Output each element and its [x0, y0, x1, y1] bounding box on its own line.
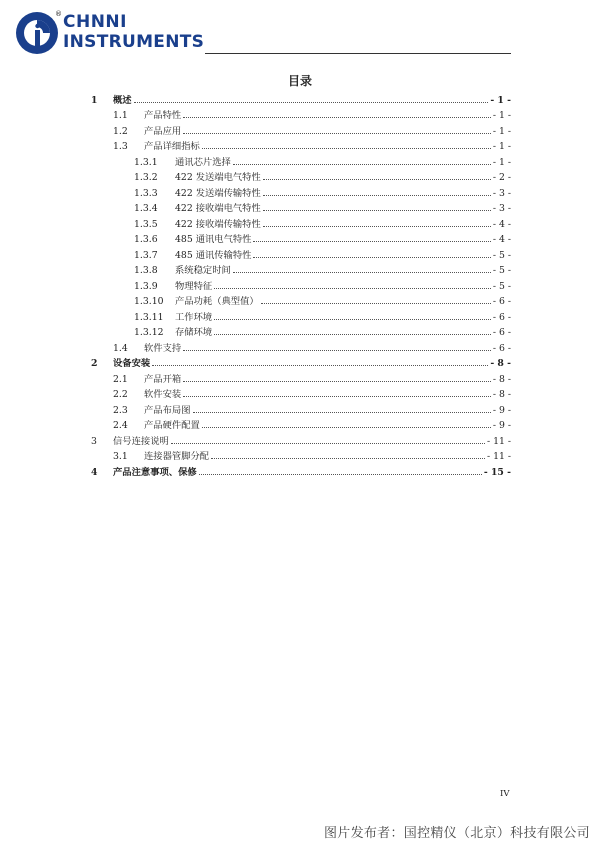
- toc-entry[interactable]: [91, 354, 511, 370]
- toc-entry-number: 1.3.12: [134, 327, 164, 338]
- toc-entry-page: - 4 -: [492, 234, 511, 245]
- toc-leader-dots: [263, 195, 491, 196]
- toc-entry[interactable]: [134, 245, 511, 261]
- toc-entry[interactable]: [91, 90, 511, 106]
- toc-entry-title: 产品开箱: [144, 373, 182, 385]
- toc-leader-dots: [261, 303, 491, 304]
- toc-entry[interactable]: [113, 106, 511, 122]
- registered-mark: ®: [55, 10, 62, 18]
- toc-leader-dots: [199, 474, 482, 475]
- toc-entry-number: 1.2: [113, 125, 128, 137]
- toc-entry-number: 1: [91, 94, 98, 106]
- toc-entry[interactable]: [113, 416, 511, 432]
- toc-entry[interactable]: [91, 462, 511, 478]
- toc-entry-title: 产品特性: [144, 110, 182, 121]
- toc-entry[interactable]: [134, 292, 511, 308]
- toc-entry-title: 产品注意事项、保修: [113, 466, 197, 478]
- toc-entry-number: 1.3.6: [134, 234, 158, 245]
- toc-leader-dots: [134, 102, 489, 103]
- toc-leader-dots: [233, 164, 491, 165]
- toc-entry-title: 设备安装: [113, 358, 151, 369]
- toc-entry-page: - 5 -: [492, 249, 511, 261]
- toc-entry-page: - 6 -: [492, 311, 511, 323]
- toc-entry-number: 1.3.3: [134, 187, 158, 199]
- toc-entry[interactable]: [134, 276, 511, 292]
- toc-entry-page: - 1 -: [492, 125, 511, 137]
- chnni-logo-icon: [14, 10, 60, 56]
- toc-leader-dots: [183, 350, 491, 351]
- toc-entry-page: - 5 -: [492, 265, 511, 276]
- toc-entry[interactable]: [134, 152, 511, 168]
- brand-name-line1: CHNNI: [63, 12, 127, 32]
- toc-entry-page: - 1 -: [492, 141, 511, 152]
- toc-entry-page: - 9 -: [492, 420, 511, 431]
- toc-entry[interactable]: [134, 323, 511, 339]
- toc-entry-title: 软件支持: [144, 342, 182, 354]
- toc-entry-number: 4: [91, 466, 98, 478]
- toc-entry-title: 产品硬件配置: [144, 420, 200, 431]
- toc-entry-title: 产品功耗（典型值）: [175, 296, 259, 307]
- toc-entry-number: 1.1: [113, 110, 128, 121]
- toc-leader-dots: [263, 179, 491, 180]
- toc-leader-dots: [263, 226, 491, 227]
- toc-entry-title: 工作环境: [175, 311, 213, 323]
- toc-leader-dots: [214, 319, 491, 320]
- toc-entry-title: 产品应用: [144, 125, 182, 137]
- toc-entry-number: 1.3.9: [134, 280, 158, 292]
- toc-entry[interactable]: [134, 261, 511, 277]
- toc-entry-number: 1.3.2: [134, 172, 158, 183]
- toc-entry[interactable]: [113, 121, 511, 137]
- toc-entry-page: - 9 -: [492, 404, 511, 416]
- toc-entry-title: 概述: [113, 94, 132, 106]
- toc-leader-dots: [253, 241, 490, 242]
- toc-entry-title: 存储环境: [175, 327, 213, 338]
- toc-entry[interactable]: [113, 447, 511, 463]
- toc-entry[interactable]: [113, 385, 511, 401]
- toc-entry-page: - 6 -: [492, 342, 511, 354]
- toc-entry-title: 422 接收端传输特性: [175, 218, 261, 230]
- toc-entry-page: - 5 -: [492, 280, 511, 292]
- toc-entry-page: - 15 -: [483, 466, 511, 478]
- toc-entry-number: 1.3.4: [134, 203, 158, 214]
- toc-leader-dots: [183, 133, 491, 134]
- toc-entry-page: - 1 -: [490, 94, 511, 106]
- toc-entry-title: 485 通讯传输特性: [175, 249, 252, 261]
- toc-entry-page: - 1 -: [492, 110, 511, 121]
- toc-entry-number: 1.3.1: [134, 156, 158, 168]
- toc-leader-dots: [263, 210, 491, 211]
- toc-entry-number: 1.3.8: [134, 265, 158, 276]
- toc-entry[interactable]: [91, 431, 511, 447]
- toc-entry-page: - 11 -: [486, 435, 511, 447]
- toc-leader-dots: [152, 365, 488, 366]
- toc-entry-number: 2.3: [113, 404, 128, 416]
- toc-leader-dots: [211, 458, 485, 459]
- brand-name-line2: INSTRUMENTS: [63, 32, 205, 52]
- toc-entry-title: 422 接收端电气特性: [175, 203, 261, 214]
- toc-entry-title: 信号连接说明: [113, 435, 169, 447]
- toc-leader-dots: [202, 148, 491, 149]
- toc-entry-number: 2: [91, 358, 98, 369]
- toc-entry-title: 通讯芯片选择: [175, 156, 231, 168]
- toc-entry[interactable]: [113, 338, 511, 354]
- toc-entry-title: 产品详细指标: [144, 141, 200, 152]
- toc-entry-number: 1.3.7: [134, 249, 158, 261]
- toc-entry-page: - 4 -: [492, 218, 511, 230]
- toc-entry-page: - 11 -: [486, 451, 511, 462]
- toc-entry-number: 3.1: [113, 451, 128, 462]
- toc-entry-title: 422 发送端电气特性: [175, 172, 261, 183]
- toc-entry-number: 2.1: [113, 373, 128, 385]
- toc-entry[interactable]: [134, 183, 511, 199]
- toc-leader-dots: [202, 427, 491, 428]
- toc-title: 目录: [287, 74, 312, 88]
- toc-entry-page: - 8 -: [490, 358, 511, 369]
- toc-leader-dots: [233, 272, 491, 273]
- toc-leader-dots: [183, 117, 491, 118]
- toc-entry-number: 2.2: [113, 389, 128, 400]
- toc-entry[interactable]: [113, 400, 511, 416]
- header-divider: [205, 53, 511, 54]
- toc-leader-dots: [253, 257, 490, 258]
- toc-entry-number: 1.3.5: [134, 218, 158, 230]
- toc-leader-dots: [214, 334, 491, 335]
- toc-entry-number: 2.4: [113, 420, 128, 431]
- toc-entry[interactable]: [113, 369, 511, 385]
- toc-leader-dots: [171, 443, 485, 444]
- toc-leader-dots: [193, 412, 491, 413]
- toc-entry[interactable]: [134, 230, 511, 246]
- toc-entry-title: 软件安装: [144, 389, 182, 400]
- toc-entry-title: 连接器管脚分配: [144, 451, 210, 462]
- toc-entry-page: - 6 -: [492, 327, 511, 338]
- toc-entry-title: 物理特征: [175, 280, 213, 292]
- toc-entry-page: - 8 -: [492, 373, 511, 385]
- toc-entry-title: 485 通讯电气特性: [175, 234, 252, 245]
- toc-entry[interactable]: [134, 307, 511, 323]
- toc-entry[interactable]: [134, 199, 511, 215]
- toc-entry-page: - 3 -: [492, 187, 511, 199]
- toc-entry-page: - 2 -: [492, 172, 511, 183]
- page-number: IV: [500, 789, 510, 799]
- toc-leader-dots: [183, 396, 491, 397]
- toc-leader-dots: [183, 381, 491, 382]
- toc-entry-page: - 8 -: [492, 389, 511, 400]
- toc-entry-page: - 1 -: [492, 156, 511, 168]
- toc-entry[interactable]: [134, 168, 511, 184]
- toc-entry-title: 产品布局图: [144, 404, 191, 416]
- toc-entry-number: 1.3.11: [134, 311, 164, 323]
- toc-entry-page: - 3 -: [492, 203, 511, 214]
- toc-entry-page: - 6 -: [492, 296, 511, 307]
- toc-entry[interactable]: [134, 214, 511, 230]
- toc-entry-number: 1.4: [113, 342, 128, 354]
- toc-entry-number: 1.3: [113, 141, 128, 152]
- toc-entry-title: 422 发送端传输特性: [175, 187, 261, 199]
- toc-entry-number: 3: [91, 435, 97, 447]
- toc-entry[interactable]: [113, 137, 511, 153]
- toc-leader-dots: [214, 288, 491, 289]
- publisher-watermark: 图片发布者：国控精仪（北京）科技有限公司: [323, 826, 590, 841]
- toc-entry-number: 1.3.10: [134, 296, 164, 307]
- toc-entry-title: 系统稳定时间: [175, 265, 231, 276]
